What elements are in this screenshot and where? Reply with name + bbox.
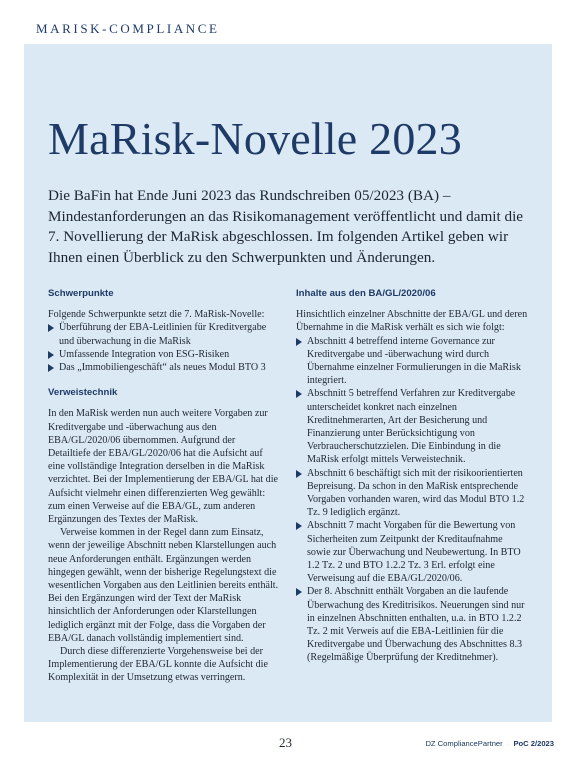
paragraph: Verweise kommen in der Regel dann zum Einsatz, wenn der jeweilige Abschnitt neben Klarstellungen auch neue Anforderungen enthält. Ergänzungen werden hingegen gewählt, wenn der bisherige Regelungstext die wesentlichen Vorgaben aus den Leitlinien bereits enthält. Bei den Ergänzungen wird der Text der MaRisk hinsichtlich der Anforderungen oder Klarstellungen lediglich ergänzt mit der Folge, dass die Vorgaben der EBA/GL danach vollständig implementiert sind.	[48, 527, 279, 644]
page-number: 23	[279, 735, 292, 750]
list-item: Der 8. Abschnitt enthält Vorgaben an die laufende Überwachung des Kreditrisikos. Neuerungen sind nur in einzelnen Abschnitten enthalten, u.a. in BTO 1.2.2 Tz. 2 mit Verweis auf die EBA-Leitlinien für die Kreditvergabe und Überwachung des Abschnittes 8.3 (Regelmäßige Überprüfung der Kreditnehmer).	[296, 585, 528, 664]
schwerpunkte-list	[48, 321, 280, 374]
list-item: Abschnitt 5 betreffend Verfahren zur Kreditvergabe unterscheidet konkret nach einzelnen Kreditnehmerarten, Art der Besicherung und Finanzierung unter Berücksichtigung von Verbraucherschutzzielen. Die Einbindung in die MaRisk erfolgt mittels Verweistechnik.	[296, 387, 528, 466]
separator: ·	[506, 739, 510, 748]
triangle-bullet-icon	[296, 470, 302, 478]
list-item: Überführung der EBA-Leitlinien für Kreditvergabe und überwachung in die MaRisk	[48, 321, 280, 347]
publication-info	[425, 739, 554, 748]
right-column	[296, 287, 528, 665]
schwerpunkte-intro: Folgende Schwerpunkte setzt die 7. MaRisk-Novelle:	[48, 309, 265, 321]
list-item: Umfassende Integration von ESG-Risiken	[48, 348, 280, 361]
inhalte-list	[296, 335, 528, 665]
triangle-bullet-icon	[296, 390, 302, 398]
heading-inhalte: Inhalte aus den BA/GL/2020/06	[296, 288, 436, 299]
inhalte-intro: Hinsichtlich einzelner Abschnitte der EBA/GL und deren Übernahme in die MaRisk verhält es sich wie folgt:	[296, 309, 528, 334]
paragraph: Durch diese differenzierte Vorgehensweise bei der Implementierung der EBA/GL konnte die Aufsicht die Komplexität in der Umsetzung etwas verringern.	[48, 646, 268, 684]
triangle-bullet-icon	[296, 522, 302, 530]
list-item: Abschnitt 7 macht Vorgaben für die Bewertung von Sicherheiten zum Zeitpunkt der Kreditaufnahme sowie zur Überwachung und Neubewertung. In BTO 1.2 Tz. 2 und BTO 1.2.2 Tz. 3 Erl. erfolgt eine Verweisung auf die EBA/GL/2020/06.	[296, 519, 528, 585]
list-item: Das „Immobiliengeschäft“ als neues Modul BTO 3	[48, 361, 280, 374]
list-item: Abschnitt 6 beschäftigt sich mit der risikoorientierten Bepreisung. Da schon in den MaRisk entsprechende Vorgaben vorhanden waren, wird das Modul BTO 1.2 Tz. 9 lediglich ergänzt.	[296, 467, 528, 520]
list-item: Abschnitt 4 betreffend interne Governance zur Kreditvergabe und -überwachung wird durch Übernahme einzelner Formulierungen in die MaRisk integriert.	[296, 335, 528, 388]
section-label: MARISK-COMPLIANCE	[36, 21, 220, 36]
left-column	[48, 287, 280, 685]
heading-verweistechnik: Verweistechnik	[48, 387, 118, 399]
article-intro: Die BaFin hat Ende Juni 2023 das Rundschreiben 05/2023 (BA) – Mindestanforderungen an das Risikomanagement veröffentlicht und damit die 7. Novellierung der MaRisk abgeschlossen. Im folgenden Artikel geben wir Ihnen einen Überblick zu den Schwerpunkten und Änderungen.	[48, 187, 524, 266]
triangle-bullet-icon	[48, 364, 54, 372]
triangle-bullet-icon	[48, 351, 54, 359]
triangle-bullet-icon	[296, 338, 302, 346]
issue-number: PoC 2/2023	[513, 739, 554, 748]
article-title: MaRisk-Novelle 2023	[48, 113, 462, 164]
triangle-bullet-icon	[48, 324, 54, 332]
publication-name: DZ CompliancePartner	[425, 739, 503, 748]
heading-schwerpunkte: Schwerpunkte	[48, 288, 114, 299]
triangle-bullet-icon	[296, 588, 302, 596]
paragraph: In den MaRisk werden nun auch weitere Vorgaben zur Kreditvergabe und -überwachung aus den EBA/GL/2020/06 übernommen. Aufgrund der Detailtiefe der EBA/GL/2020/06 hat die Aufsicht auf eine vollständige Integration derselben in die MaRisk verzichtet. Bei der Implementierung der EBA/GL hat die Aufsicht vielmehr einen differenzierten Weg gewählt: zum einen Verweise auf die EBA/GL, zum anderen Ergänzungen des Textes der MaRisk.	[48, 408, 279, 526]
